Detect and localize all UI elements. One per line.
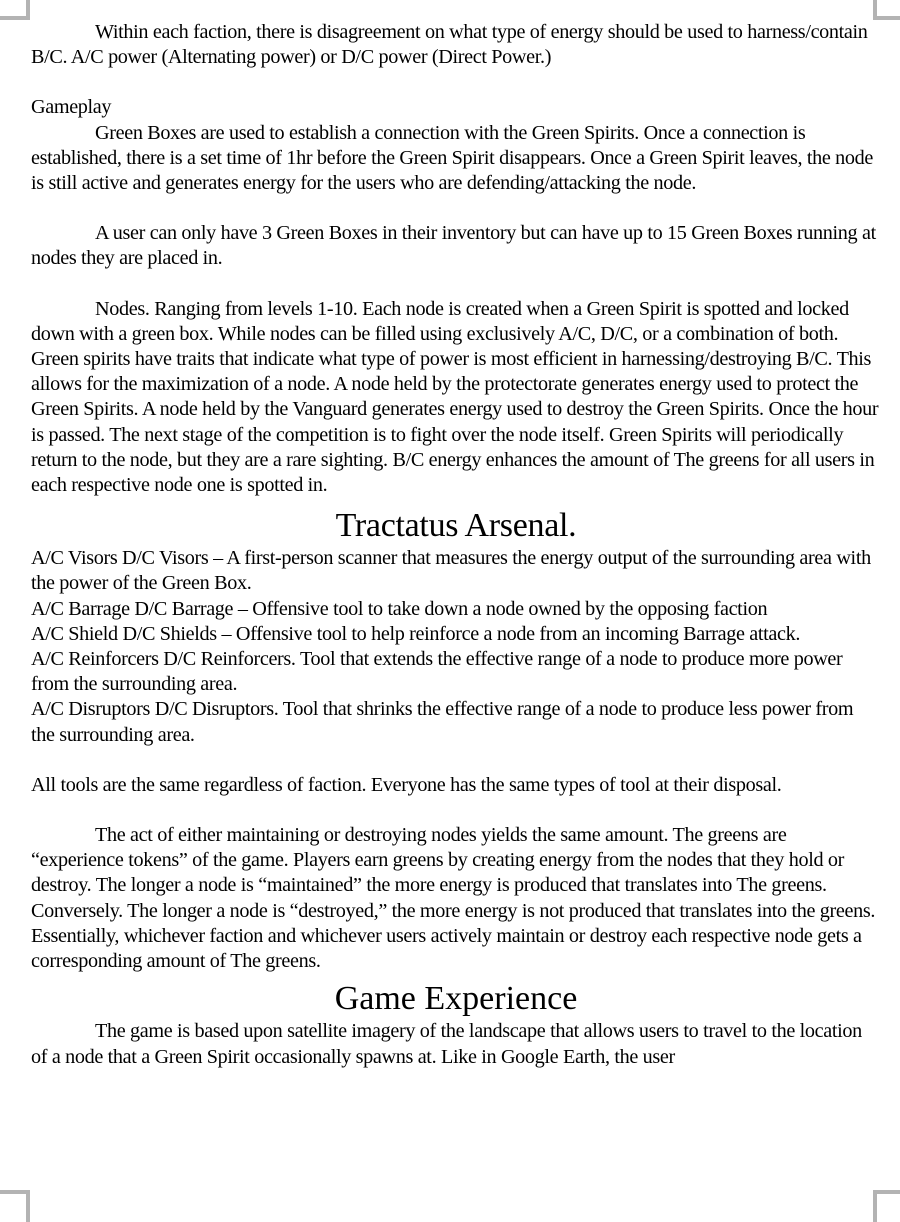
arsenal-item-barrage: A/C Barrage D/C Barrage – Offensive tool to take down a node owned by the opposing faction xyxy=(31,597,768,620)
spacer xyxy=(31,272,881,297)
crop-mark-bottom-left xyxy=(0,1190,30,1222)
tools-note: All tools are the same regardless of faction. Everyone has the same types of tool at their disposal. xyxy=(31,773,782,796)
spacer xyxy=(31,196,881,221)
crop-mark-top-left xyxy=(0,0,30,20)
spacer xyxy=(31,798,881,823)
crop-mark-bottom-right xyxy=(873,1190,900,1222)
arsenal-item-disruptors: A/C Disruptors D/C Disruptors. Tool that shrinks the effective range of a node to produce less power from the surrounding area. xyxy=(31,698,854,746)
spacer xyxy=(31,748,881,773)
arsenal-item-reinforcers: A/C Reinforcers D/C Reinforcers. Tool that extends the effective range of a node to produce more power from the surrounding area. xyxy=(31,648,843,696)
gameplay-title: Gameplay xyxy=(31,96,112,119)
crop-mark-top-right xyxy=(873,0,900,20)
arsenal-item-shields: A/C Shield D/C Shields – Offensive tool to help reinforce a node from an incoming Barrage attack. xyxy=(31,622,801,645)
gameplay-paragraph-green-boxes: Green Boxes are used to establish a connection with the Green Spirits. Once a connection is established, there is a set time of 1hr before the Green Spirit disappears. Once a Green Spirit leaves, the node is still active and generates energy for the users who are defending/attacking the node. xyxy=(31,121,874,195)
gameplay-paragraph-inventory: A user can only have 3 Green Boxes in their inventory but can have up to 15 Green Boxes running at nodes they are placed in. xyxy=(31,222,876,270)
gameplay-paragraph-nodes: Nodes. Ranging from levels 1-10. Each node is created when a Green Spirit is spotted and locked down with a green box. While nodes can be filled using exclusively A/C, D/C, or a combination of both. Green spirits have traits that indicate what type of power is most efficient in harnessing/destroying B/C. This allows for the maximization of a node. A node held by the protectorate generates energy used to protect the Green Spirits. A node held by the Vanguard generates energy used to destroy the Green Spirits. Once the hour is passed. The next stage of the competition is to fight over the node itself. Green Spirits will periodically return to the node, but they are a rare sighting. B/C energy enhances the amount of The greens for all users in each respective node one is spotted in. xyxy=(31,297,879,497)
arsenal-item-visors: A/C Visors D/C Visors – A first-person scanner that measures the energy output of the surrounding area with the power of the Green Box. xyxy=(31,547,871,595)
experience-heading: Game Experience xyxy=(334,980,578,1018)
greens-paragraph: The act of either maintaining or destroying nodes yields the same amount. The greens are “experience tokens” of the game. Players earn greens by creating energy from the nodes that they hold or destroy. The longer a node is “maintained” the more energy is produced that translates into The greens. Conversely. The longer a node is “destroyed,” the more energy is not produced that translates into the greens. Essentially, whichever faction and whichever users actively maintain or destroy each respective node gets a corresponding amount of The greens. xyxy=(31,824,876,973)
intro-paragraph: Within each faction, there is disagreement on what type of energy should be used to harness/contain B/C. A/C power (Alternating power) or D/C power (Direct Power.) xyxy=(31,21,868,69)
experience-paragraph: The game is based upon satellite imagery of the landscape that allows users to travel to the location of a node that a Green Spirit occasionally spawns at. Like in Google Earth, the user xyxy=(31,1020,862,1068)
document-page xyxy=(31,20,881,1070)
spacer xyxy=(31,70,881,95)
arsenal-heading: Tractatus Arsenal. xyxy=(335,507,577,545)
